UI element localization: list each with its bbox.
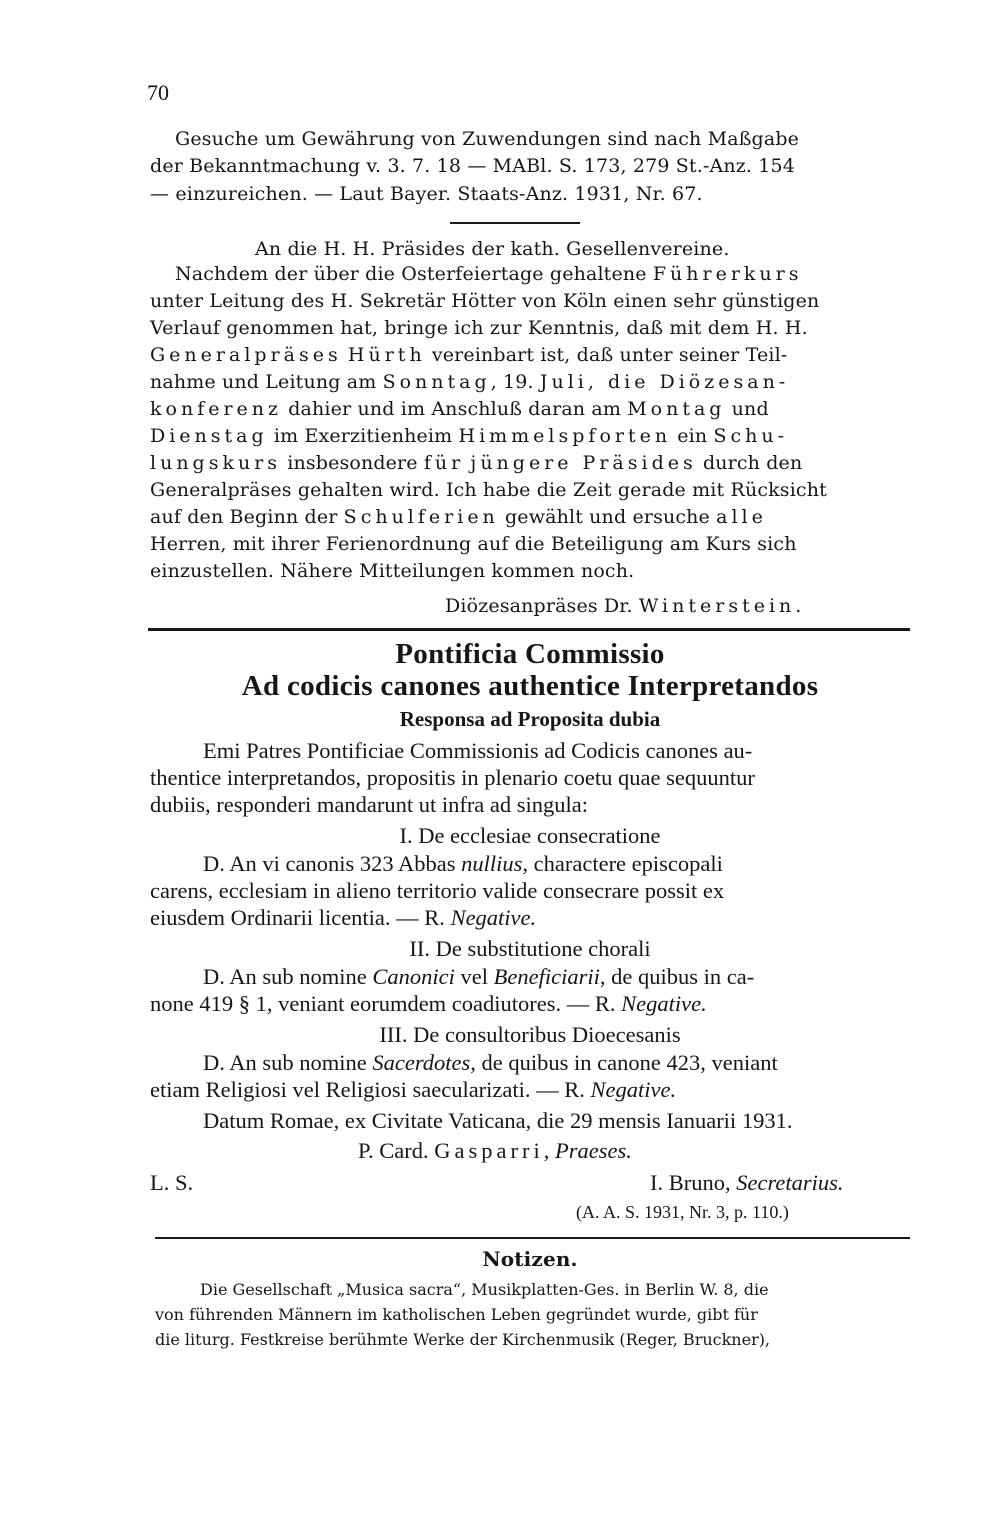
section-i-line-1: D. An vi canonis 323 Abbas nullius, charactere episcopali bbox=[203, 851, 723, 876]
notes-line-1: Die Gesellschaft „Musica sacra“, Musikplatten-Ges. in Berlin W. 8, die bbox=[200, 1280, 769, 1299]
letter-signature: Diözesanpräses Dr. Winterstein. bbox=[445, 595, 806, 617]
source-citation: (A. A. S. 1931, Nr. 3, p. 110.) bbox=[576, 1202, 789, 1222]
letter-address: An die H. H. Präsides der kath. Gesellenvereine. bbox=[255, 238, 730, 260]
notice-1-line-3: — einzureichen. — Laut Bayer. Staats-Anz. 1931, Nr. 67. bbox=[150, 183, 703, 205]
letter-line-1: Nachdem der über die Osterfeiertage gehaltene Führerkurs bbox=[175, 263, 803, 285]
letter-line-12: einzustellen. Nähere Mitteilungen kommen noch. bbox=[150, 560, 635, 582]
secretary-signature: I. Bruno, Secretarius. bbox=[650, 1170, 844, 1195]
notes-heading: Notizen. bbox=[482, 1247, 578, 1271]
notes-line-3: die liturg. Festkreise berühmte Werke der Kirchenmusik (Reger, Bruckner), bbox=[155, 1330, 771, 1349]
intro-line-3: dubiis, responderi mandarunt ut infra ad singula: bbox=[150, 792, 589, 817]
letter-line-7: Dienstag im Exerzitienheim Himmelspforten ein Schu- bbox=[150, 425, 789, 447]
letter-line-5: nahme und Leitung am Sonntag, 19. Juli, die Diözesan- bbox=[150, 371, 790, 393]
section-ii-line-2: none 419 § 1, veniant eorumdem coadiutores. — R. Negative. bbox=[150, 991, 707, 1016]
section-i-heading: I. De ecclesiae consecratione bbox=[399, 823, 661, 848]
date-line: Datum Romae, ex Civitate Vaticana, die 29 mensis Ianuarii 1931. bbox=[203, 1108, 793, 1133]
praeses-signature: P. Card. Gasparri, Praeses. bbox=[358, 1138, 632, 1163]
section-ii-heading: II. De substitutione chorali bbox=[409, 936, 651, 961]
letter-line-3: Verlauf genommen hat, bringe ich zur Kenntnis, daß mit dem H. H. bbox=[150, 317, 808, 339]
notice-1-line-1: Gesuche um Gewährung von Zuwendungen sind nach Maßgabe bbox=[175, 128, 800, 150]
section-i-line-2: carens, ecclesiam in alieno territorio valide consecrare possit ex bbox=[150, 878, 725, 903]
letter-line-11: Herren, mit ihrer Ferienordnung auf die Beteiligung am Kurs sich bbox=[150, 533, 797, 555]
letter-line-9: Generalpräses gehalten wird. Ich habe die Zeit gerade mit Rücksicht bbox=[150, 479, 827, 501]
letter-line-10: auf den Beginn der Schulferien gewählt und ersuche alle bbox=[150, 506, 767, 528]
section-divider bbox=[148, 628, 910, 631]
letter-line-6: konferenz dahier und im Anschluß daran am Montag und bbox=[150, 398, 769, 420]
notes-line-2: von führenden Männern im katholischen Leben gegründet wurde, gibt für bbox=[155, 1305, 758, 1324]
letter-line-8: lungskurs insbesondere für jüngere Präsides durch den bbox=[150, 452, 803, 474]
notes-divider bbox=[155, 1237, 910, 1239]
commission-subtitle: Ad codicis canones authentice Interpretandos bbox=[241, 670, 819, 702]
letter-line-4: Generalpräses Hürth vereinbart ist, daß unter seiner Teil- bbox=[150, 344, 788, 366]
intro-line-2: thentice interpretandos, propositis in plenario coetu quae sequuntur bbox=[150, 765, 755, 790]
section-iii-line-2: etiam Religiosi vel Religiosi saecularizati. — R. Negative. bbox=[150, 1077, 677, 1102]
section-ii-line-1: D. An sub nomine Canonici vel Beneficiarii, de quibus in ca- bbox=[203, 964, 755, 989]
section-iii-heading: III. De consultoribus Dioecesanis bbox=[379, 1022, 681, 1047]
short-divider bbox=[450, 222, 580, 224]
seal-abbreviation: L. S. bbox=[150, 1170, 194, 1195]
intro-line-1: Emi Patres Pontificiae Commissionis ad Codicis canones au- bbox=[203, 738, 753, 763]
letter-line-2: unter Leitung des H. Sekretär Hötter von Köln einen sehr günstigen bbox=[150, 290, 820, 312]
section-iii-line-1: D. An sub nomine Sacerdotes, de quibus in canone 423, veniant bbox=[203, 1050, 778, 1075]
responsa-heading: Responsa ad Proposita dubia bbox=[399, 707, 661, 731]
section-i-line-3: eiusdem Ordinarii licentia. — R. Negative. bbox=[150, 905, 537, 930]
commission-title: Pontificia Commissio bbox=[395, 638, 665, 670]
page-number: 70 bbox=[147, 80, 169, 105]
notice-1-line-2: der Bekanntmachung v. 3. 7. 18 — MABl. S. 173, 279 St.-Anz. 154 bbox=[150, 155, 795, 177]
